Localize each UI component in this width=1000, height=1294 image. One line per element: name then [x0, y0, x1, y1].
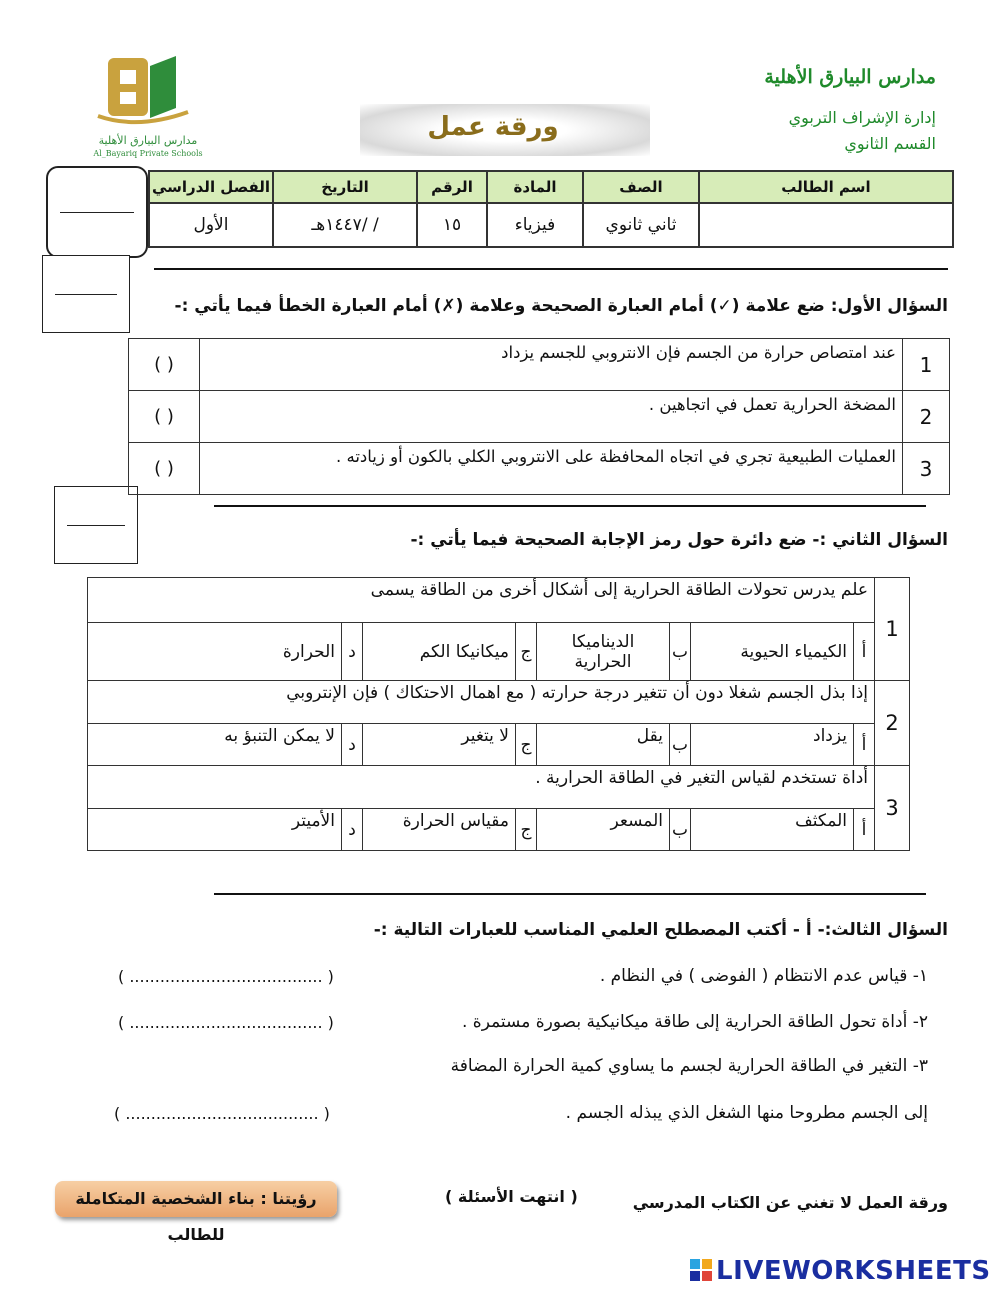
student-name-field[interactable]	[699, 203, 953, 247]
q1-statement: المضخة الحرارية تعمل في اتجاهين .	[200, 391, 903, 443]
option-letter[interactable]: ب	[669, 623, 690, 681]
liveworksheets-brand[interactable]: LIVEWORKSHEETS	[716, 1256, 991, 1286]
q1-number: 2	[903, 391, 950, 443]
q2-question: إذا بذل الجسم شغلا دون أن تتغير درجة حرارته ( مع اهمال الاحتكاك ) فإن الإنتروبي	[88, 681, 875, 724]
option-letter[interactable]: ج	[515, 623, 536, 681]
section-name: القسم الثانوي	[844, 134, 936, 153]
department: إدارة الإشراف التربوي	[788, 108, 936, 127]
option-text[interactable]: لا يمكن التنبؤ به	[88, 724, 342, 766]
option-letter[interactable]: ب	[669, 809, 690, 851]
q3-item-1: ١- قياس عدم الانتظام ( الفوضى ) في النظام .	[599, 966, 928, 986]
date-value[interactable]: / /١٤٤٧هـ	[273, 203, 417, 247]
option-text[interactable]: المكثف	[691, 809, 854, 851]
option-letter[interactable]: أ	[854, 809, 875, 851]
q1-answer-box[interactable]: ( )	[129, 391, 200, 443]
q2-number: 1	[875, 578, 910, 681]
end-of-questions: ( انتهت الأسئلة )	[445, 1187, 578, 1206]
q1-row	[129, 391, 950, 443]
vision-badge: رؤيتنا : بناء الشخصية المتكاملة للطالب	[55, 1181, 337, 1217]
option-text[interactable]: مقياس الحرارة	[362, 809, 515, 851]
option-text[interactable]: ميكانيكا الكم	[362, 623, 515, 681]
q3-item-3a: ٣- التغير في الطاقة الحرارية لجسم ما يساوي كمية الحرارة المضافة	[450, 1056, 928, 1076]
q1-heading: السؤال الأول: ضع علامة (✓) أمام العبارة الصحيحة وعلامة (✗) أمام العبارة الخطأ فيما يأتي :-	[174, 296, 948, 316]
option-letter[interactable]: ج	[515, 809, 536, 851]
q1-number: 3	[903, 443, 950, 495]
option-text[interactable]: الحرارة	[88, 623, 342, 681]
header-date: التاريخ	[273, 171, 417, 203]
option-letter[interactable]: أ	[854, 724, 875, 766]
q1-answer-box[interactable]: ( )	[129, 443, 200, 495]
q2-grade-box[interactable]	[54, 486, 138, 564]
header-semester: الفصل الدراسي	[149, 171, 273, 203]
grade-value: ثاني ثانوي	[583, 203, 699, 247]
q2-question: أداة تستخدم لقياس التغير في الطاقة الحرارية .	[88, 766, 875, 809]
semester-value: الأول	[149, 203, 273, 247]
divider	[214, 505, 926, 507]
q1-grade-box[interactable]	[42, 255, 130, 333]
option-text[interactable]: المسعر	[536, 809, 669, 851]
q3-item-2: ٢- أداة تحول الطاقة الحرارية إلى طاقة ميكانيكية بصورة مستمرة .	[462, 1012, 928, 1032]
option-letter[interactable]: ب	[669, 724, 690, 766]
option-letter[interactable]: د	[341, 623, 362, 681]
q1-statement: عند امتصاص حرارة من الجسم فإن الانتروبي للجسم يزداد	[200, 339, 903, 391]
logo-english: Al_Bayariq Private Schools	[93, 149, 203, 158]
divider	[214, 893, 926, 895]
q1-row	[129, 339, 950, 391]
liveworksheets-logo-icon	[690, 1259, 712, 1281]
footer-note: ورقة العمل لا تغني عن الكتاب المدرسي	[632, 1193, 948, 1212]
worksheet-title: ورقة عمل	[427, 112, 559, 142]
header-number: الرقم	[417, 171, 487, 203]
q3-answer-1[interactable]: ( ...................................... )	[118, 967, 334, 986]
q2-heading: السؤال الثاني :- ضع دائرة حول رمز الإجابة الصحيحة فيما يأتي :-	[410, 530, 948, 550]
q3-answer-2[interactable]: ( ...................................... )	[118, 1013, 334, 1032]
header-student-name: اسم الطالب	[699, 171, 953, 203]
q3-answer-3[interactable]: ( ...................................... )	[114, 1104, 330, 1123]
subject-value: فيزياء	[487, 203, 583, 247]
option-text[interactable]: الكيمياء الحيوية	[691, 623, 854, 681]
q2-number: 2	[875, 681, 910, 766]
option-letter[interactable]: د	[341, 724, 362, 766]
option-text[interactable]: لا يتغير	[362, 724, 515, 766]
q2-question: علم يدرس تحولات الطاقة الحرارية إلى أشكال أخرى من الطاقة يسمى	[88, 578, 875, 623]
q3-item-3b: إلى الجسم مطروحا منها الشغل الذي يبذله الجسم .	[565, 1103, 928, 1123]
q1-table	[128, 338, 950, 495]
option-text[interactable]: يقل	[536, 724, 669, 766]
school-logo	[78, 46, 218, 161]
logo-arabic: مدارس البيارق الأهلية	[98, 134, 198, 147]
number-value: ١٥	[417, 203, 487, 247]
option-text[interactable]: يزداد	[691, 724, 854, 766]
option-text[interactable]: الأميتر	[88, 809, 342, 851]
header-grade: الصف	[583, 171, 699, 203]
option-letter[interactable]: أ	[854, 623, 875, 681]
total-grade-box[interactable]	[46, 166, 148, 258]
school-name: مدارس البيارق الأهلية	[764, 66, 936, 88]
option-text[interactable]: الديناميكا الحرارية	[536, 623, 669, 681]
q1-row	[129, 443, 950, 495]
q2-table	[87, 577, 910, 851]
q3-heading: السؤال الثالث:- أ - أكتب المصطلح العلمي المناسب للعبارات التالية :-	[373, 920, 948, 940]
divider	[154, 268, 948, 270]
student-info-table	[148, 170, 954, 248]
q1-answer-box[interactable]: ( )	[129, 339, 200, 391]
option-letter[interactable]: د	[341, 809, 362, 851]
q2-number: 3	[875, 766, 910, 851]
q1-statement: العمليات الطبيعية تجري في اتجاه المحافظة على الانتروبي الكلي بالكون أو زيادته .	[200, 443, 903, 495]
header-subject: المادة	[487, 171, 583, 203]
option-letter[interactable]: ج	[515, 724, 536, 766]
q1-number: 1	[903, 339, 950, 391]
